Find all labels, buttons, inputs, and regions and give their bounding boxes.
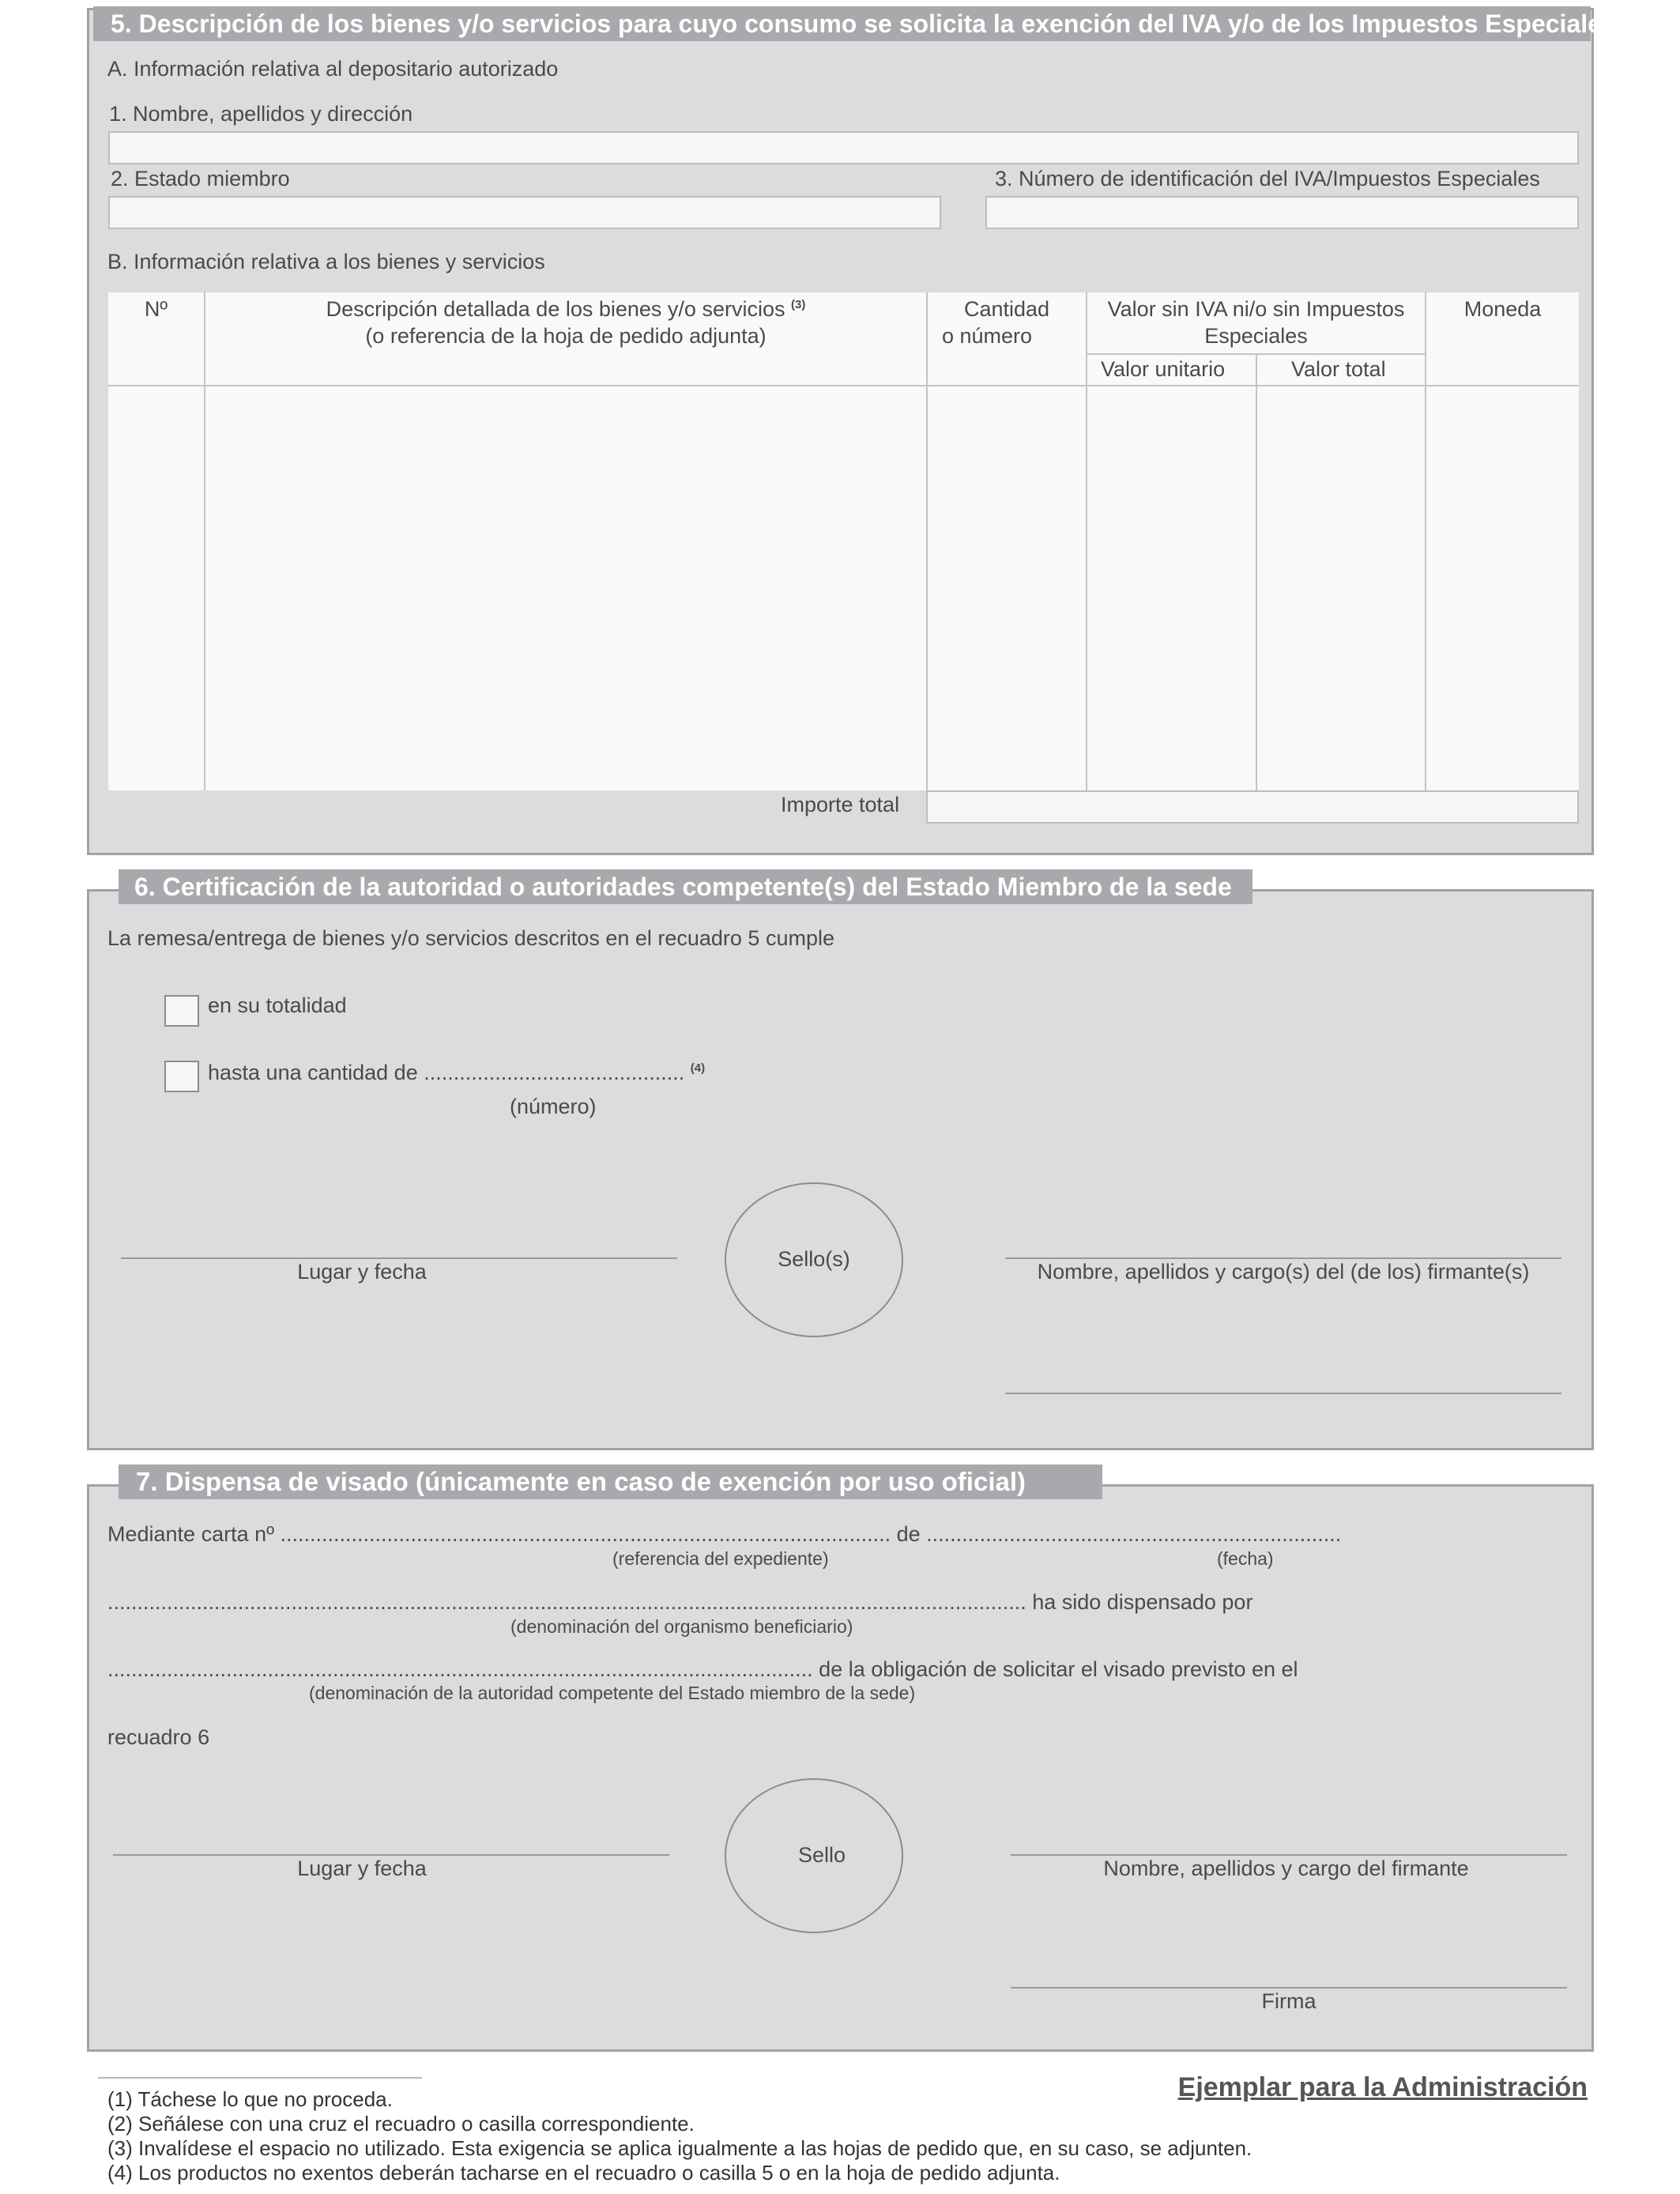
total-amount-field[interactable]	[926, 790, 1579, 824]
col-value-subheader: Especiales	[1204, 324, 1308, 348]
part-a-heading: A. Información relativa al depositario autorizado	[107, 57, 559, 81]
signer-line	[1005, 1257, 1561, 1259]
place-date-label: Lugar y fecha	[297, 1260, 427, 1284]
table-divider	[204, 292, 205, 790]
authority-line: ....................................................................................................................... de la obligación de solicitar el visado previsto en el	[107, 1657, 1298, 1681]
partial-amount-checkbox[interactable]	[164, 1061, 199, 1092]
table-divider	[1256, 353, 1257, 790]
box-reference-line: recuadro 6	[107, 1725, 210, 1749]
full-amount-checkbox[interactable]	[164, 995, 199, 1027]
partial-amount-label	[208, 1061, 705, 1085]
place-date-line	[113, 1854, 669, 1856]
footnote-4: (4) Los productos no exentos deberán tacharse en el recuadro o casilla 5 o en la hoja de pedido adjunta.	[107, 2161, 1060, 2185]
authority-caption: (denominación de la autoridad competente del Estado miembro de la sede)	[309, 1683, 916, 1703]
section-6-panel	[87, 889, 1594, 1450]
footnote-3: (3) Invalídese el espacio no utilizado. Esta exigencia se aplica igualmente a las hojas de pedido que, en su caso, se adjunten.	[107, 2136, 1252, 2160]
signer-label: Nombre, apellidos y cargo del firmante	[1103, 1857, 1469, 1880]
beneficiary-caption: (denominación del organismo beneficiario)	[510, 1616, 853, 1637]
col-total-value-header: Valor total	[1291, 357, 1386, 381]
table-divider	[926, 292, 928, 790]
footnote-ref-3: (3)	[790, 298, 806, 311]
member-state-label: 2. Estado miembro	[111, 167, 290, 190]
col-no-header: Nº	[144, 297, 168, 321]
col-currency-header: Moneda	[1463, 297, 1542, 321]
col-description-subheader: (o referencia de la hoja de pedido adjunta)	[365, 324, 767, 348]
signature-label: Firma	[1261, 1989, 1317, 2013]
table-divider	[1086, 292, 1087, 790]
col-quantity-header: Cantidad	[963, 297, 1050, 321]
place-date-line	[121, 1257, 677, 1259]
signature-line	[1005, 1393, 1561, 1394]
signer-line	[1011, 1854, 1567, 1856]
col-quantity-subheader: o número	[942, 324, 1033, 348]
section-7-title: 7. Dispensa de visado (únicamente en caso de exención por uso oficial)	[119, 1465, 1102, 1499]
beneficiary-line: ........................................................................................................................................................... ha sido dispensado por	[107, 1590, 1253, 1614]
col-description-line1: Descripción detallada de los bienes y/o servicios	[326, 297, 785, 321]
section-5-title: 5. Descripción de los bienes y/o servicios para cuyo consumo se solicita la exención del IVA y/o de los Impuestos Especiales	[93, 6, 1591, 41]
member-state-field[interactable]	[108, 196, 941, 229]
table-divider	[1425, 292, 1426, 790]
date-caption: (fecha)	[1217, 1548, 1274, 1569]
col-unit-value-header: Valor unitario	[1101, 357, 1226, 381]
signature-line	[1011, 1987, 1567, 1989]
total-amount-label: Importe total	[781, 793, 900, 816]
letter-reference-line: Mediante carta nº ....................................................................................................... de ......................................................................	[107, 1522, 1342, 1546]
footnote-1: (1) Táchese lo que no proceda.	[107, 2087, 393, 2111]
section-6-title: 6. Certificación de la autoridad o autoridades competente(s) del Estado Miembro de la sede	[119, 869, 1252, 904]
file-reference-caption: (referencia del expediente)	[612, 1548, 829, 1569]
stamp-label: Sello(s)	[778, 1247, 850, 1271]
footnote-ref-4: (4)	[690, 1061, 706, 1075]
part-b-heading: B. Información relativa a los bienes y servicios	[107, 250, 545, 273]
place-date-label: Lugar y fecha	[297, 1857, 427, 1880]
footnote-separator	[98, 2077, 422, 2079]
section-7-panel	[87, 1484, 1594, 2052]
partial-amount-text: hasta una cantidad de ............................................	[208, 1061, 685, 1084]
name-address-field[interactable]	[108, 131, 1579, 164]
col-description-header	[205, 297, 926, 322]
copy-designation: Ejemplar para la Administración	[1177, 2072, 1588, 2102]
signers-label: Nombre, apellidos y cargo(s) del (de los) firmante(s)	[1037, 1260, 1530, 1284]
vat-id-label: 3. Número de identificación del IVA/Impuestos Especiales	[995, 167, 1540, 190]
table-divider	[1086, 353, 1426, 355]
stamp-label: Sello	[797, 1843, 846, 1867]
footnote-2: (2) Señálese con una cruz el recuadro o casilla correspondiente.	[107, 2112, 695, 2136]
full-amount-label: en su totalidad	[208, 993, 347, 1017]
name-address-label: 1. Nombre, apellidos y dirección	[109, 102, 413, 126]
col-value-header: Valor sin IVA ni/o sin Impuestos	[1107, 297, 1405, 321]
table-header-rule	[108, 385, 1579, 386]
vat-id-field[interactable]	[985, 196, 1579, 229]
quantity-caption: (número)	[510, 1095, 597, 1118]
certification-intro: La remesa/entrega de bienes y/o servicios descritos en el recuadro 5 cumple	[107, 926, 834, 950]
